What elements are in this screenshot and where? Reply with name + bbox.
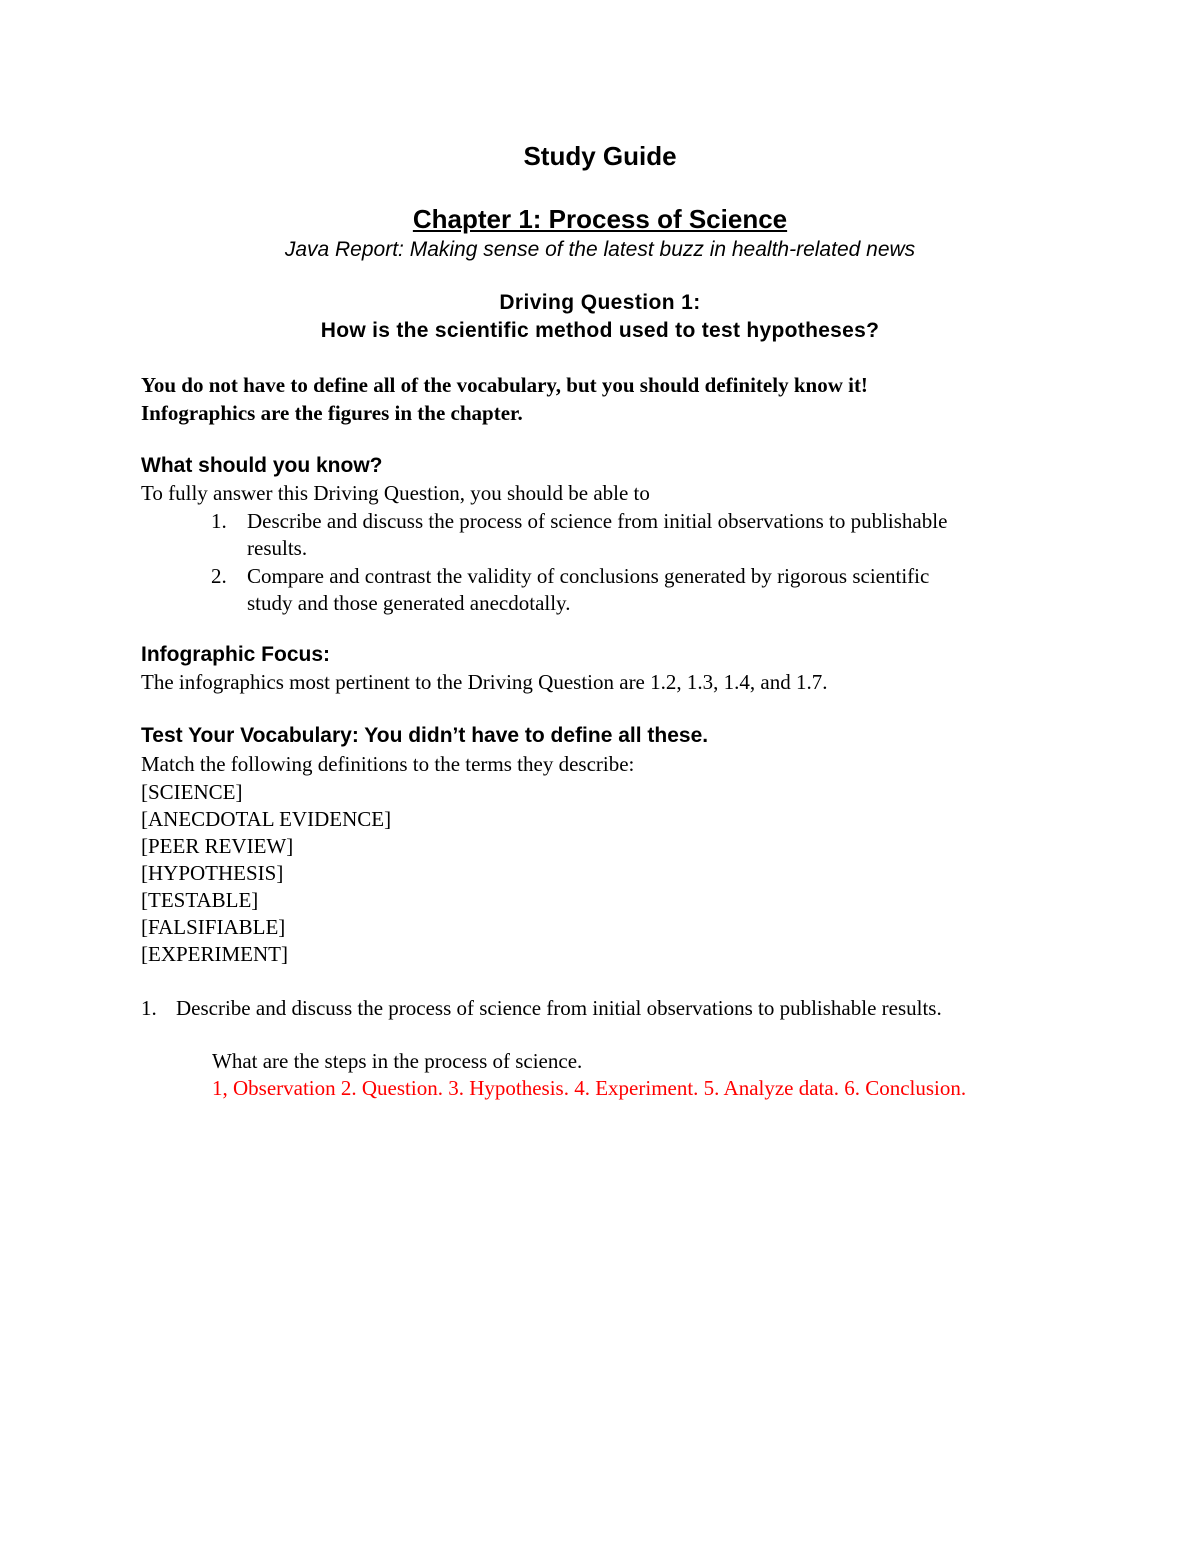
list-item-line1: Describe and discuss the process of science from initial observations to publishable bbox=[247, 509, 948, 533]
list-item-line2: study and those generated anecdotally. bbox=[247, 591, 571, 615]
vocab-heading: Test Your Vocabulary: You didn’t have to define all these. bbox=[141, 724, 709, 747]
chapter-title: Chapter 1: Process of Science bbox=[412, 204, 788, 234]
driving-question-label: Driving Question 1: bbox=[499, 291, 701, 314]
list-number: 2. bbox=[211, 564, 227, 588]
know-heading: What should you know? bbox=[141, 454, 383, 477]
question-number: 1. bbox=[141, 996, 157, 1020]
vocab-term: [PEER REVIEW] bbox=[141, 834, 294, 858]
question-text: Describe and discuss the process of science from initial observations to publishable results. bbox=[176, 996, 942, 1020]
know-intro: To fully answer this Driving Question, you should be able to bbox=[141, 481, 650, 505]
list-item-line1: Compare and contrast the validity of conclusions generated by rigorous scientific bbox=[247, 564, 930, 588]
list-item-line2: results. bbox=[247, 536, 308, 560]
infographic-heading: Infographic Focus: bbox=[141, 643, 330, 666]
vocab-term-list bbox=[141, 779, 391, 968]
driving-question-text: How is the scientific method used to test hypotheses? bbox=[320, 319, 880, 342]
question-prompt: What are the steps in the process of science. bbox=[212, 1049, 583, 1073]
vocab-term: [ANECDOTAL EVIDENCE] bbox=[141, 807, 392, 831]
vocab-term: [HYPOTHESIS] bbox=[141, 861, 284, 885]
vocab-term: [SCIENCE] bbox=[141, 780, 243, 804]
document-title: Study Guide bbox=[523, 141, 677, 171]
answer-text: 1, Observation 2. Question. 3. Hypothesis. 4. Experiment. 5. Analyze data. 6. Conclusion. bbox=[212, 1076, 967, 1100]
vocabulary-note-line2: Infographics are the figures in the chapter. bbox=[141, 401, 523, 425]
infographic-text: The infographics most pertinent to the Driving Question are 1.2, 1.3, 1.4, and 1.7. bbox=[141, 670, 828, 694]
vocab-intro: Match the following definitions to the terms they describe: bbox=[141, 752, 635, 776]
vocabulary-note bbox=[141, 371, 868, 427]
vocab-term: [TESTABLE] bbox=[141, 888, 259, 912]
vocab-term: [EXPERIMENT] bbox=[141, 942, 288, 966]
chapter-subtitle: Java Report: Making sense of the latest buzz in health-related news bbox=[284, 238, 916, 261]
vocab-term: [FALSIFIABLE] bbox=[141, 915, 286, 939]
vocabulary-note-line1: You do not have to define all of the vocabulary, but you should definitely know it! bbox=[141, 373, 868, 397]
list-number: 1. bbox=[211, 509, 227, 533]
